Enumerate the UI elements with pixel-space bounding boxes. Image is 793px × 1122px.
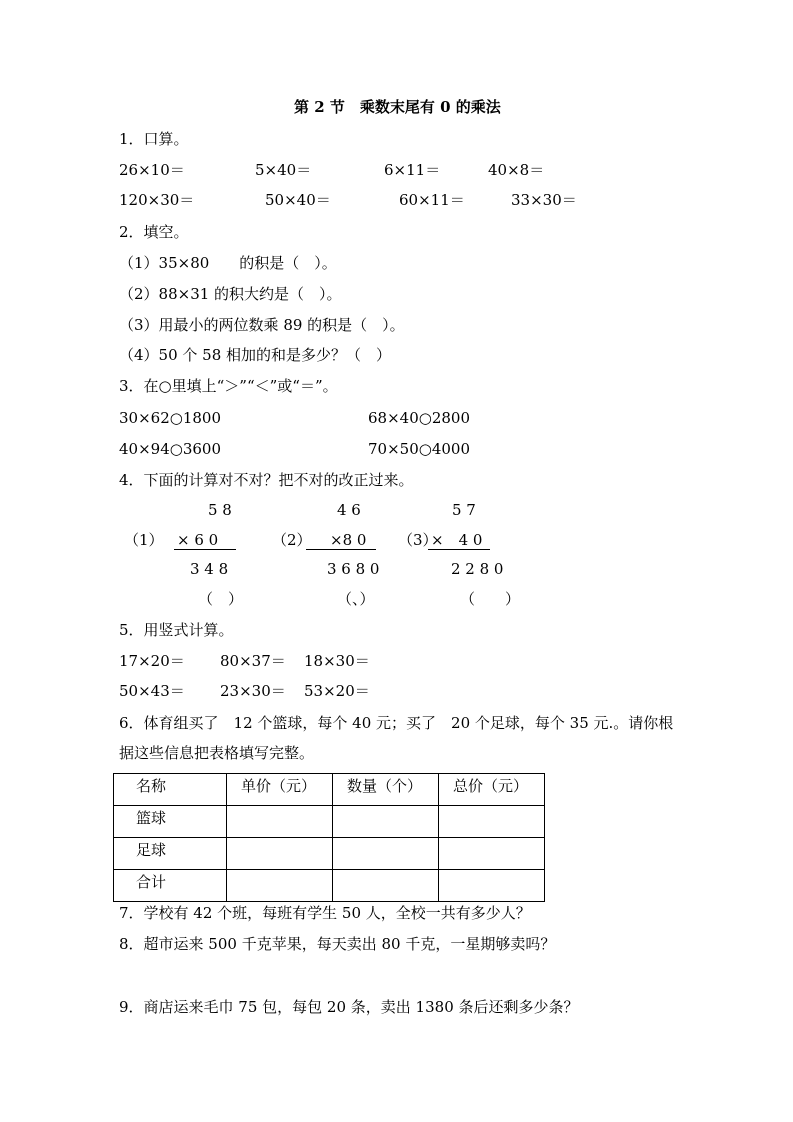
table-cell-blank[interactable] — [227, 870, 333, 902]
q6-text-line: 6．体育组买了 12 个篮球，每个 40 元；买了 20 个足球，每个 35 元.。请你根 — [119, 714, 674, 732]
q2-item: （4）50 个 58 相加的和是多少？（ ） — [119, 346, 392, 364]
q4-multiplicand: 5 7 — [452, 501, 476, 519]
q7-text: 7．学校有 42 个班，每班有学生 50 人，全校一共有多少人？ — [119, 904, 531, 922]
q4-label: （3） — [398, 531, 438, 549]
q4-product: 3 6 8 0 — [327, 560, 380, 578]
q4-rule-line — [306, 549, 376, 550]
table-header-cell: 数量（个） — [333, 774, 439, 806]
q4-multiplier: ×8 0 — [330, 531, 367, 549]
q5-item: 53×20＝ — [304, 682, 370, 700]
table-cell-blank[interactable] — [439, 870, 545, 902]
table-cell-blank[interactable] — [439, 838, 545, 870]
page-title: 第 2 节 乘数末尾有 0 的乘法 — [294, 98, 501, 116]
q8-text: 8．超市运来 500 千克苹果，每天卖出 80 千克，一星期够卖吗？ — [119, 935, 556, 953]
q3-item: 68×40○2800 — [368, 409, 471, 427]
q1-item: 120×30＝ — [119, 191, 195, 209]
q4-rule-line — [174, 549, 236, 550]
table-cell-blank[interactable] — [333, 870, 439, 902]
q1-item: 50×40＝ — [265, 191, 331, 209]
q2-heading: 2．填空。 — [119, 223, 189, 241]
q5-heading: 5．用竖式计算。 — [119, 621, 234, 639]
table-header-cell: 名称 — [114, 774, 227, 806]
q4-label: （2） — [272, 531, 312, 549]
price-table — [113, 773, 545, 902]
q4-label: （1） — [124, 531, 164, 549]
table-cell-blank[interactable] — [333, 806, 439, 838]
q4-product: 3 4 8 — [190, 560, 229, 578]
q1-item: 40×8＝ — [488, 161, 545, 179]
q2-item: （2）88×31 的积大约是（ ）。 — [119, 285, 342, 303]
q6-text-line: 据这些信息把表格填写完整。 — [119, 744, 315, 762]
table-row — [114, 806, 545, 838]
q4-product: 2 2 8 0 — [451, 560, 504, 578]
table-row — [114, 870, 545, 902]
table-cell-blank[interactable] — [227, 806, 333, 838]
q5-item: 50×43＝ — [119, 682, 185, 700]
q1-heading: 1．口算。 — [119, 130, 189, 148]
q1-item: 26×10＝ — [119, 161, 185, 179]
q5-item: 80×37＝ — [220, 652, 286, 670]
q3-item: 30×62○1800 — [119, 409, 222, 427]
table-header-cell: 总价（元） — [439, 774, 545, 806]
q4-answer-bracket: （、） — [337, 590, 375, 608]
q1-item: 6×11＝ — [384, 161, 441, 179]
table-cell-blank[interactable] — [227, 838, 333, 870]
q1-item: 5×40＝ — [255, 161, 312, 179]
q4-multiplier: × 6 0 — [177, 531, 219, 549]
q3-item: 40×94○3600 — [119, 440, 222, 458]
q1-item: 33×30＝ — [511, 191, 577, 209]
table-header-row — [114, 774, 545, 806]
table-cell: 合计 — [114, 870, 227, 902]
q4-multiplicand: 4 6 — [337, 501, 361, 519]
q4-heading: 4．下面的计算对不对？把不对的改正过来。 — [119, 471, 414, 489]
q4-answer-bracket: （ ） — [198, 590, 244, 608]
table-header-cell: 单价（元） — [227, 774, 333, 806]
table-cell-blank[interactable] — [333, 838, 439, 870]
q4-answer-bracket: （ ） — [460, 590, 521, 608]
q3-item: 70×50○4000 — [368, 440, 471, 458]
q2-item: （3）用最小的两位数乘 89 的积是（ ）。 — [119, 316, 405, 334]
table-cell: 足球 — [114, 838, 227, 870]
q9-text: 9．商店运来毛巾 75 包，每包 20 条，卖出 1380 条后还剩多少条？ — [119, 998, 579, 1016]
q5-item: 18×30＝ — [304, 652, 370, 670]
table-row — [114, 838, 545, 870]
q5-item: 17×20＝ — [119, 652, 185, 670]
q5-item: 23×30＝ — [220, 682, 286, 700]
q4-multiplier: × 4 0 — [431, 531, 483, 549]
q3-heading: 3．在○里填上“＞”“＜”或“＝”。 — [119, 377, 338, 395]
q2-item: （1）35×80 的积是（ ）。 — [119, 254, 337, 272]
q1-item: 60×11＝ — [399, 191, 465, 209]
q4-rule-line — [428, 549, 490, 550]
table-cell: 篮球 — [114, 806, 227, 838]
q4-multiplicand: 5 8 — [208, 501, 232, 519]
table-cell-blank[interactable] — [439, 806, 545, 838]
